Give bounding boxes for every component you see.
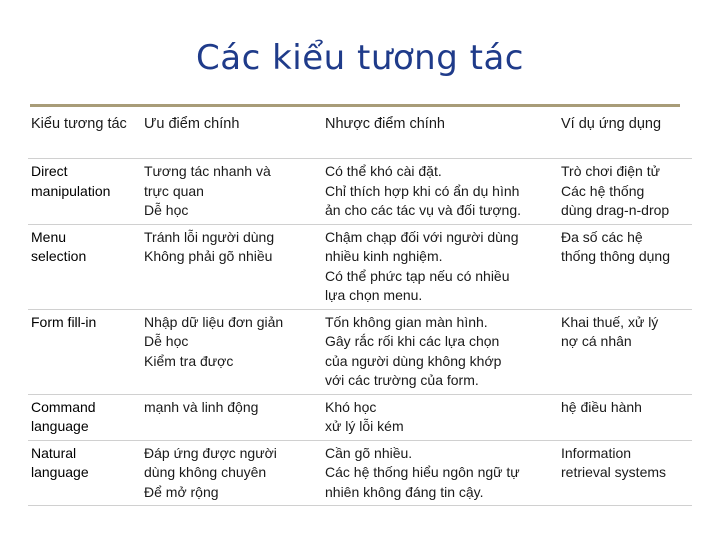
table-row xyxy=(28,309,692,394)
cell-advantages xyxy=(141,224,322,309)
cell-line: xử lý lỗi kém xyxy=(325,418,404,434)
cell-line: Để mở rộng xyxy=(144,483,219,500)
cell-examples xyxy=(558,440,692,506)
cell-line: Tránh lỗi người dùng xyxy=(144,228,275,245)
cell-line: trực quan xyxy=(144,182,204,199)
cell-line: nợ cá nhân xyxy=(561,333,632,349)
cell-line: hệ điều hành xyxy=(561,398,642,415)
cell-line: retrieval systems xyxy=(561,464,667,480)
cell-line: nhiều kinh nghiệm. xyxy=(325,248,443,264)
cell-line: với các trường của form. xyxy=(325,372,479,388)
cell-line: Có thể phức tạp nếu có nhiều xyxy=(325,267,510,284)
cell-line: thống thông dụng xyxy=(561,248,670,264)
header-row xyxy=(28,110,692,159)
cell-line: Đáp ứng được người xyxy=(144,444,277,461)
cell-interaction-type xyxy=(28,224,141,309)
cell-line: ản cho các tác vụ và đối tượng. xyxy=(325,202,521,218)
cell-line: Dễ học xyxy=(144,202,189,218)
cell-line: mạnh và linh động xyxy=(144,398,259,415)
cell-line: language xyxy=(31,464,89,480)
cell-interaction-type xyxy=(28,440,141,506)
cell-line: selection xyxy=(31,248,87,264)
cell-line: Dễ học xyxy=(144,333,189,349)
cell-line: Form fill-in xyxy=(31,313,97,330)
cell-line: Đa số các hệ xyxy=(561,228,643,245)
cell-line: Nhập dữ liệu đơn giản xyxy=(144,313,284,330)
cell-line: Chậm chạp đối với người dùng xyxy=(325,228,519,245)
cell-interaction-type xyxy=(28,159,141,225)
cell-line: Khai thuế, xử lý xyxy=(561,313,659,330)
header-examples: Ví dụ ứng dụng xyxy=(558,110,692,159)
cell-line: dùng không chuyên xyxy=(144,464,267,480)
header-interaction-type: Kiểu tương tác xyxy=(28,110,141,159)
cell-line: Gây rắc rối khi các lựa chọn xyxy=(325,333,500,349)
table-row xyxy=(28,224,692,309)
cell-line: Không phải gõ nhiều xyxy=(144,248,273,264)
cell-line: của người dùng không khớp xyxy=(325,352,502,369)
table-row xyxy=(28,159,692,225)
table-row xyxy=(28,394,692,440)
cell-line: Information xyxy=(561,444,632,461)
cell-interaction-type xyxy=(28,309,141,394)
cell-line: Tương tác nhanh và xyxy=(144,163,271,179)
cell-line: Chỉ thích hợp khi có ẩn dụ hình xyxy=(325,182,520,199)
cell-disadvantages xyxy=(322,394,558,440)
header-disadvantages: Nhược điểm chính xyxy=(322,110,558,159)
cell-line: language xyxy=(31,418,89,434)
cell-line: Kiểm tra được xyxy=(144,352,234,369)
cell-disadvantages xyxy=(322,440,558,506)
header-advantages: Ưu điểm chính xyxy=(141,110,322,159)
cell-line: Cần gõ nhiều. xyxy=(325,444,413,461)
cell-line: manipulation xyxy=(31,182,111,199)
cell-line: Có thể khó cài đặt. xyxy=(325,163,442,179)
cell-examples xyxy=(558,309,692,394)
cell-disadvantages xyxy=(322,309,558,394)
cell-line: Tốn không gian màn hình. xyxy=(325,313,488,330)
cell-examples xyxy=(558,159,692,225)
cell-advantages xyxy=(141,394,322,440)
cell-examples xyxy=(558,394,692,440)
cell-line: Natural xyxy=(31,444,77,461)
cell-advantages xyxy=(141,159,322,225)
cell-advantages xyxy=(141,309,322,394)
cell-line: Trò chơi điện tử xyxy=(561,163,660,179)
cell-disadvantages xyxy=(322,224,558,309)
page-title: Các kiểu tương tác xyxy=(196,38,524,78)
cell-advantages xyxy=(141,440,322,506)
cell-line: Direct xyxy=(31,163,68,179)
table-row xyxy=(28,440,692,506)
cell-line: dùng drag-n-drop xyxy=(561,202,670,218)
cell-line: Khó học xyxy=(325,398,377,415)
cell-line: Menu xyxy=(31,228,67,245)
cell-line: lựa chọn menu. xyxy=(325,287,423,303)
cell-line: Các hệ thống xyxy=(561,182,645,199)
cell-disadvantages xyxy=(322,159,558,225)
cell-line: Command xyxy=(31,398,96,415)
cell-examples xyxy=(558,224,692,309)
cell-line: Các hệ thống hiểu ngôn ngữ tự xyxy=(325,464,520,480)
cell-line: nhiên không đáng tin cậy. xyxy=(325,483,484,500)
cell-interaction-type xyxy=(28,394,141,440)
interaction-styles-table xyxy=(28,110,692,506)
title-divider xyxy=(30,104,680,107)
